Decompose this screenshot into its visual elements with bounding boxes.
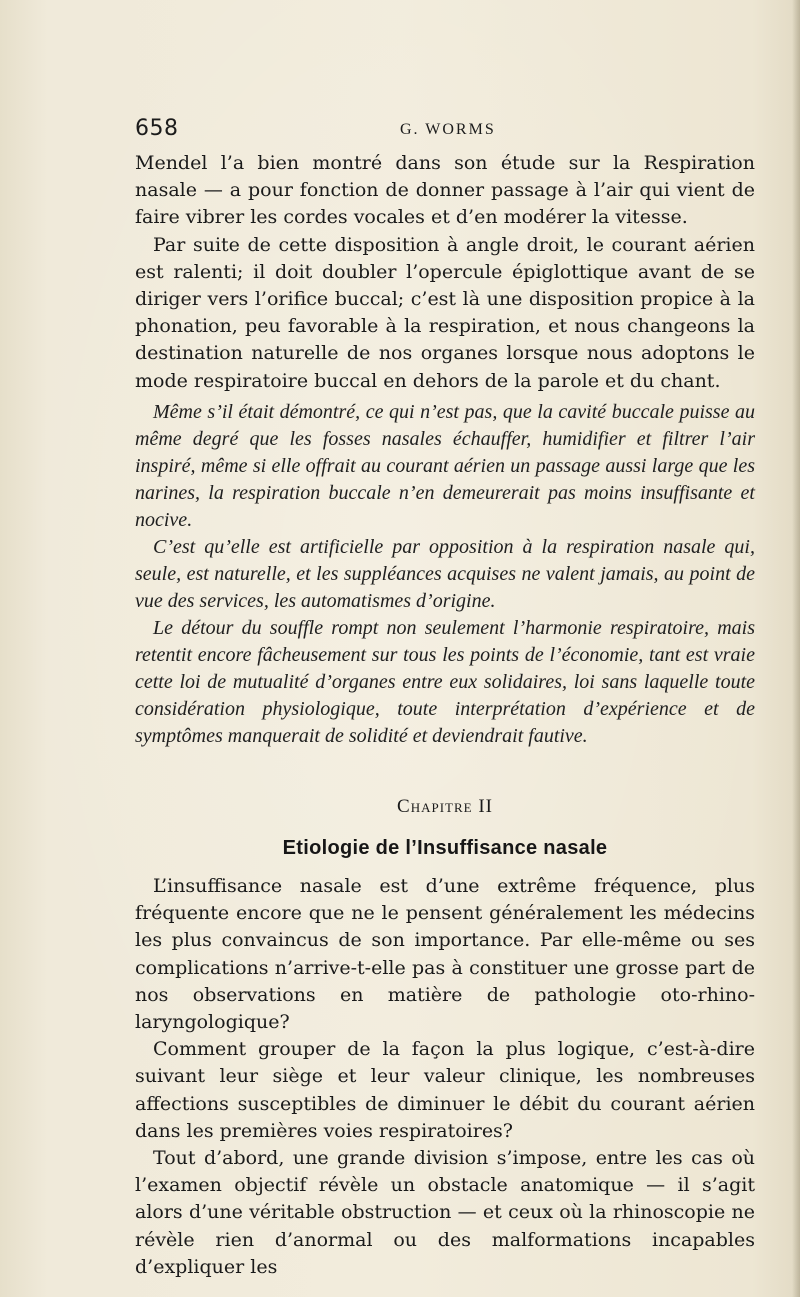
italic-quote: [135, 399, 755, 750]
quote-paragraph: C’est qu’elle est artificielle par opposition à la respiration nasale qui, seule, est naturelle, et les suppléances acquises ne valent jamais, au point de vue des services, les automatismes d’origine.: [135, 536, 755, 612]
quote-paragraph: Le détour du souffle rompt non seulement l’harmonie respiratoire, mais retentit encore fâcheusement sur tous les points de l’économie, tant est vraie cette loi de mutualité d’organes entre eux solidaires, loi sans laquelle toute considération physiologique, toute interprétation d’expérience et de symptômes manquerait de solidité et deviendrait fautive.: [135, 617, 755, 747]
page-number: 658: [135, 116, 179, 141]
chapter-label: Chapitre II: [397, 796, 493, 817]
page-edge-shadow: [792, 0, 800, 1297]
running-head: G. WORMS: [400, 121, 496, 138]
chapter-body-text: [135, 873, 755, 1281]
intro-paragraph: Par suite de cette disposition à angle droit, le courant aérien est ralenti; il doit doubler l’opercule épiglottique avant de se diriger vers l’orifice buccal; c’est là une disposition propice à la phonation, peu favorable à la respiration, et nous changeons la destination naturelle de nos organes lorsque nous adoptons le mode respiratoire buccal en dehors de la parole et du chant.: [135, 233, 755, 392]
body-paragraph: Comment grouper de la façon la plus logique, c’est-à-dire suivant leur siège et leur valeur clinique, les nombreuses affections susceptibles de diminuer le débit du courant aérien dans les premières voies respiratoires?: [135, 1038, 755, 1142]
intro-paragraph: Mendel l’a bien montré dans son étude sur la Respiration nasale — a pour fonction de donner passage à l’air qui vient de faire vibrer les cordes vocales et d’en modérer la vitesse.: [135, 152, 755, 229]
chapter-title: Etiologie de l’Insuffisance nasale: [282, 837, 608, 859]
intro-text: [135, 150, 755, 395]
body-paragraph: L’insuffisance nasale est d’une extrême fréquence, plus fréquente encore que ne le pensent généralement les médecins les plus convaincus de son importance. Par elle-même ou ses complications n’arrive-t-elle pas à constituer une grosse part de nos observations en matière de pathologie oto-rhino-laryngologique?: [135, 875, 755, 1034]
body-paragraph: Tout d’abord, une grande division s’impose, entre les cas où l’examen objectif révèle un obstacle anatomique — il s’agit alors d’une véritable obstruction — et ceux où la rhinoscopie ne révèle rien d’anormal ou des malformations incapables d’expliquer les: [135, 1147, 755, 1278]
quote-paragraph: Même s’il était démontré, ce qui n’est pas, que la cavité buccale puisse au même degré que les fosses nasales échauffer, humidifier et filtrer l’air inspiré, même si elle offrait au courant aérien un passage aussi large que les narines, la respiration buccale n’en demeurerait pas moins insuffisante et nocive.: [135, 401, 755, 531]
page-header: [135, 116, 755, 144]
